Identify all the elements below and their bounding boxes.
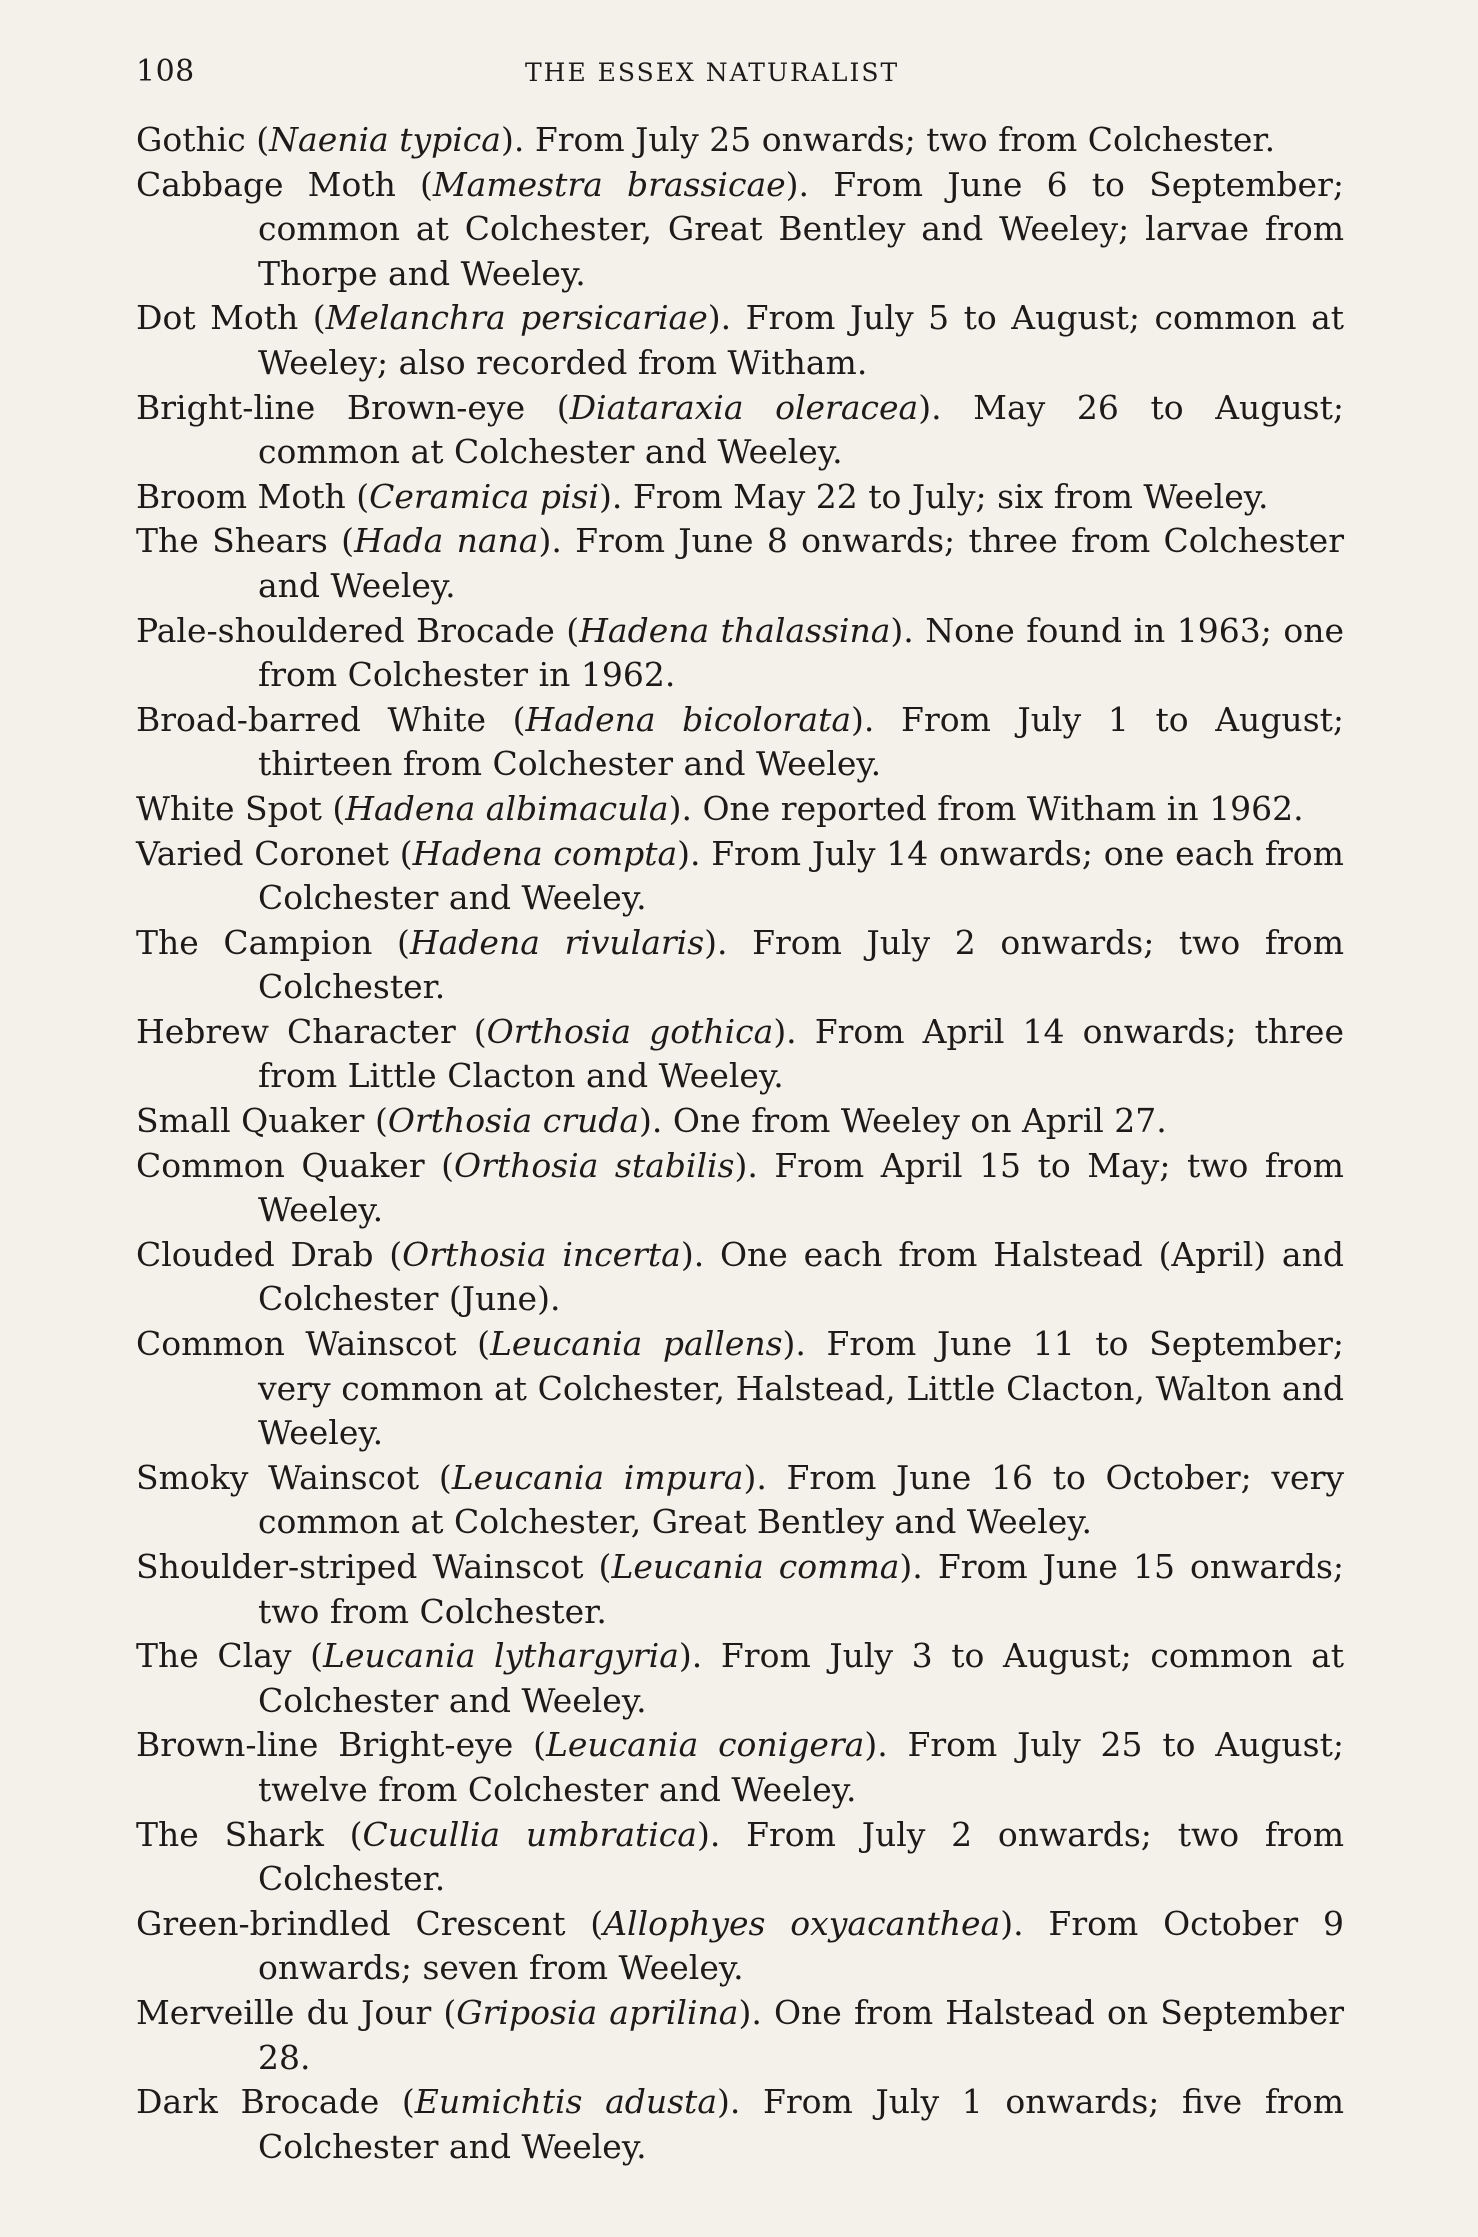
- common-name: Bright-line Brown-eye: [136, 387, 526, 427]
- species-entry: Dark Brocade (Eumichtis adusta). From July 1 onwards; five from Colchester and Weeley.: [136, 2082, 1344, 2166]
- record-text: From May 22 to July; six from Weeley.: [632, 476, 1269, 516]
- species-list: [136, 118, 1344, 2169]
- species-entry: Merveille du Jour (Griposia aprilina). One from Halstead on September 28.: [136, 1992, 1344, 2077]
- scientific-name: Leucania pallens: [489, 1324, 783, 1364]
- common-name: Cabbage Moth: [136, 164, 396, 204]
- common-name: Shoulder-striped Wainscot: [136, 1547, 584, 1586]
- species-entry: Smoky Wainscot (Leucania impura). From June 16 to October; very common at Colchester, Great Bentley and Weeley.: [136, 1457, 1345, 1542]
- species-entry: Broom Moth (Ceramica pisi). From May 22 to July; six from Weeley.: [136, 476, 1269, 516]
- record-text: From July 1 to August; thirteen from Colchester and Weeley.: [258, 699, 1345, 784]
- species-entry: Pale-shouldered Brocade (Hadena thalassina). None found in 1963; one from Colchester in 1962.: [136, 610, 1344, 695]
- record-text: From June 8 onwards; three from Colchester and Weeley.: [258, 521, 1344, 605]
- record-text: From June 11 to September; very common at Colchester, Halstead, Little Clacton, Walton and Weeley.: [258, 1324, 1345, 1453]
- scientific-name: Eumichtis adusta: [414, 2082, 717, 2122]
- common-name: Small Quaker: [136, 1101, 365, 1141]
- common-name: Dark Brocade: [136, 2082, 380, 2122]
- scientific-name: Leucania lythargyria: [323, 1636, 679, 1676]
- record-text: From October 9 onwards; seven from Weeley.: [258, 1903, 1344, 1988]
- scientific-name: Hadena rivularis: [409, 922, 705, 962]
- species-entry: Bright-line Brown-eye (Diataraxia oleracea). May 26 to August; common at Colchester and Weeley.: [136, 387, 1344, 472]
- record-text: From July 2 onwards; two from Colchester.: [258, 922, 1344, 1007]
- record-text: One from Halstead on September 28.: [258, 1992, 1344, 2077]
- species-entry: Common Quaker (Orthosia stabilis). From April 15 to May; two from Weeley.: [136, 1145, 1344, 1230]
- scientific-name: Leucania comma: [611, 1547, 900, 1586]
- scientific-name: Orthosia incerta: [402, 1234, 681, 1274]
- common-name: Green-brindled Crescent: [136, 1903, 566, 1943]
- record-text: From July 14 onwards; one each from Colchester and Weeley.: [258, 833, 1344, 918]
- common-name: Smoky Wainscot: [136, 1457, 420, 1497]
- page-number: 108: [136, 54, 195, 89]
- scientific-name: Allophyes oxyacanthea: [603, 1903, 1001, 1943]
- record-text: From April 14 onwards; three from Little Clacton and Weeley.: [258, 1011, 1344, 1096]
- record-text: From July 25 to August; twelve from Colchester and Weeley.: [258, 1725, 1345, 1809]
- species-entry: Common Wainscot (Leucania pallens). From June 11 to September; very common at Colchester, Halstead, Little Clacton, Walton and Weeley.: [136, 1324, 1345, 1453]
- scientific-name: Leucania conigera: [545, 1725, 865, 1765]
- common-name: Varied Coronet: [136, 833, 390, 873]
- species-entry: Brown-line Bright-eye (Leucania conigera). From July 25 to August; twelve from Colchester and Weeley.: [136, 1725, 1345, 1809]
- scientific-name: Leucania impura: [451, 1457, 744, 1497]
- record-text: One reported from Witham in 1962.: [702, 788, 1304, 828]
- record-text: From July 5 to August; common at Weeley; also recorded from Witham.: [258, 298, 1344, 382]
- species-entry: Shoulder-striped Wainscot (Leucania comma). From June 15 onwards; two from Colchester.: [136, 1547, 1344, 1631]
- species-entry: Dot Moth (Melanchra persicariae). From July 5 to August; common at Weeley; also recorded from Witham.: [136, 298, 1344, 382]
- scientific-name: Hadena thalassina: [579, 610, 891, 650]
- record-text: From July 1 onwards; five from Colchester and Weeley.: [258, 2082, 1344, 2166]
- species-entry: Varied Coronet (Hadena compta). From July 14 onwards; one each from Colchester and Weeley.: [136, 833, 1344, 918]
- scientific-name: Melanchra persicariae: [325, 298, 708, 338]
- scientific-name: Hada nana: [354, 521, 539, 561]
- record-text: From April 15 to May; two from Weeley.: [258, 1145, 1344, 1230]
- scientific-name: Hadena albimacula: [345, 788, 669, 828]
- species-entry: Green-brindled Crescent (Allophyes oxyacanthea). From October 9 onwards; seven from Weeley.: [136, 1903, 1344, 1988]
- species-entry: The Campion (Hadena rivularis). From July 2 onwards; two from Colchester.: [136, 922, 1344, 1007]
- record-text: From July 3 to August; common at Colchester and Weeley.: [258, 1636, 1344, 1720]
- species-entry: White Spot (Hadena albimacula). One reported from Witham in 1962.: [136, 788, 1304, 828]
- common-name: Hebrew Character: [136, 1011, 456, 1051]
- common-name: The Clay: [136, 1636, 292, 1676]
- species-entry: The Shark (Cucullia umbratica). From July 2 onwards; two from Colchester.: [136, 1814, 1344, 1899]
- species-entry: Gothic (Naenia typica). From July 25 onwards; two from Colchester.: [136, 120, 1276, 159]
- common-name: Dot Moth: [136, 298, 299, 338]
- scientific-name: Diataraxia oleracea: [569, 387, 919, 427]
- common-name: The Campion: [136, 922, 373, 962]
- record-text: One each from Halstead (April) and Colchester (June).: [258, 1234, 1344, 1319]
- common-name: Merveille du Jour: [136, 1992, 432, 2032]
- common-name: Common Quaker: [136, 1145, 425, 1185]
- record-text: From June 6 to September; common at Colchester, Great Bentley and Weeley; larvae from Thorpe and Weeley.: [258, 164, 1344, 293]
- species-entry: Clouded Drab (Orthosia incerta). One each from Halstead (April) and Colchester (June).: [136, 1234, 1344, 1319]
- scientific-name: Cucullia umbratica: [362, 1814, 697, 1854]
- scientific-name: Hadena bicolorata: [525, 699, 852, 739]
- species-entry: Small Quaker (Orthosia cruda). One from Weeley on April 27.: [136, 1101, 1167, 1141]
- common-name: Broom Moth: [136, 476, 346, 516]
- scientific-name: Hadena compta: [412, 833, 678, 873]
- record-text: From July 2 onwards; two from Colchester.: [258, 1814, 1344, 1899]
- scientific-name: Orthosia gothica: [486, 1011, 774, 1051]
- common-name: Common Wainscot: [136, 1324, 457, 1364]
- running-title: THE ESSEX NATURALIST: [525, 58, 900, 87]
- scientific-name: Ceramica pisi: [369, 476, 599, 516]
- record-text: From July 25 onwards; two from Colchester.: [534, 120, 1276, 159]
- species-entry: Hebrew Character (Orthosia gothica). From April 14 onwards; three from Little Clacton and Weeley.: [136, 1011, 1344, 1096]
- common-name: Clouded Drab: [136, 1234, 374, 1274]
- species-entry: The Clay (Leucania lythargyria). From July 3 to August; common at Colchester and Weeley.: [136, 1636, 1344, 1720]
- record-text: One from Weeley on April 27.: [672, 1101, 1167, 1141]
- species-entry: The Shears (Hada nana). From June 8 onwards; three from Colchester and Weeley.: [136, 521, 1344, 605]
- scientific-name: Mamestra brassicae: [432, 164, 786, 204]
- record-text: None found in 1963; one from Colchester in 1962.: [258, 610, 1344, 695]
- common-name: Broad-barred White: [136, 699, 486, 739]
- record-text: From June 15 onwards; two from Colchester.: [258, 1547, 1344, 1631]
- common-name: White Spot: [136, 788, 322, 828]
- scientific-name: Orthosia cruda: [387, 1101, 640, 1141]
- common-name: Pale-shouldered Brocade: [136, 610, 555, 650]
- common-name: The Shears: [136, 521, 328, 561]
- record-text: From June 16 to October; very common at Colchester, Great Bentley and Weeley.: [258, 1457, 1345, 1542]
- scientific-name: Orthosia stabilis: [454, 1145, 735, 1185]
- record-text: May 26 to August; common at Colchester and Weeley.: [258, 387, 1344, 472]
- scientific-name: Griposia aprilina: [456, 1992, 739, 2032]
- page-header: [0, 54, 1478, 94]
- common-name: The Shark: [136, 1814, 324, 1854]
- common-name: Gothic: [136, 120, 246, 159]
- species-entry: Broad-barred White (Hadena bicolorata). From July 1 to August; thirteen from Colchester and Weeley.: [136, 699, 1345, 784]
- common-name: Brown-line Bright-eye: [136, 1725, 514, 1765]
- species-entry: Cabbage Moth (Mamestra brassicae). From June 6 to September; common at Colchester, Great Bentley and Weeley; larvae from Thorpe and Weeley.: [136, 164, 1344, 293]
- scientific-name: Naenia typica: [269, 120, 501, 159]
